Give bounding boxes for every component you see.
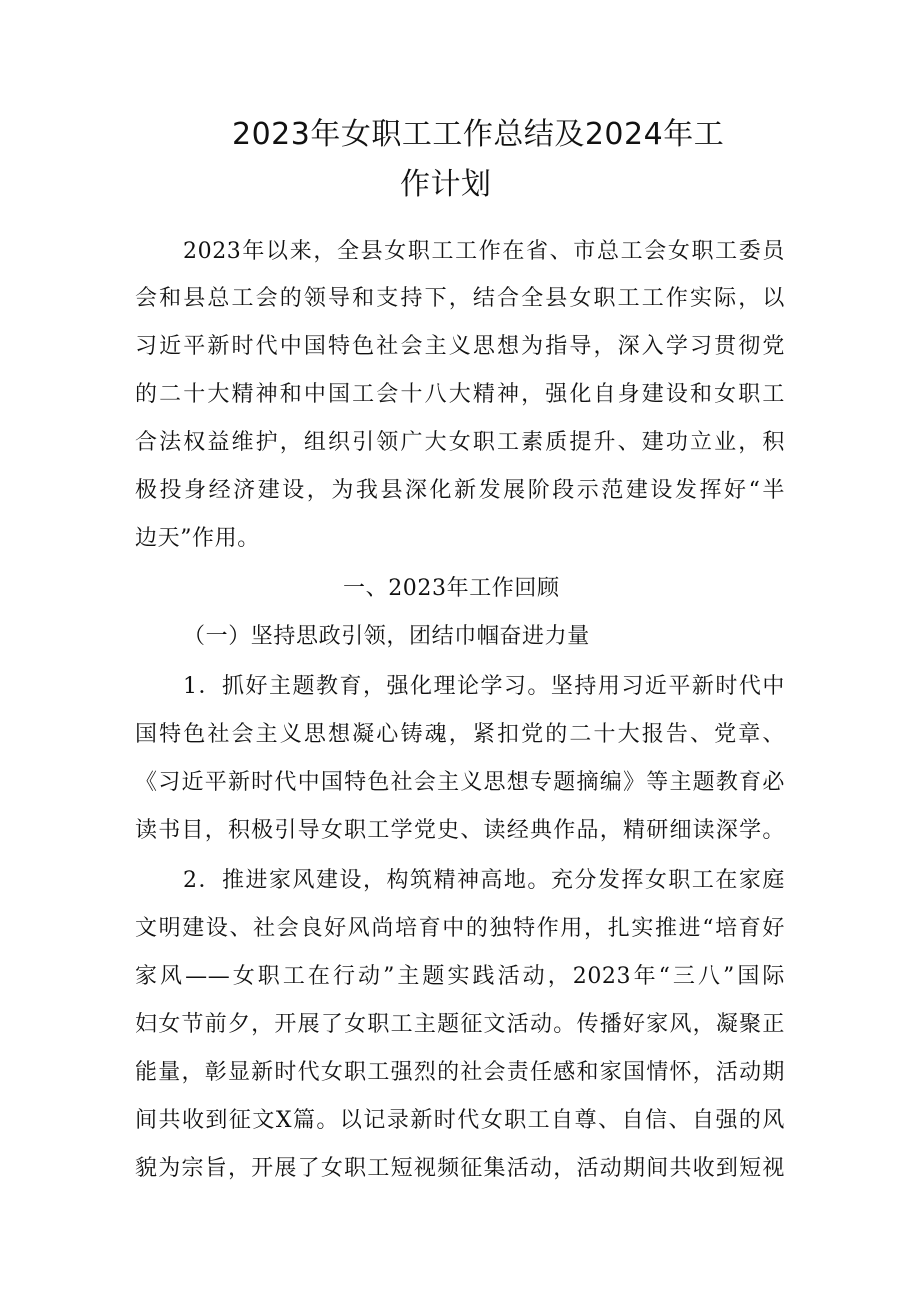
- item2-paragraph-line: 能量，彰显新时代女职工强烈的社会责任感和家国情怀，活动期: [135, 1060, 785, 1085]
- item2-paragraph-line: 间共收到征文X篇。以记录新时代女职工自尊、自信、自强的风: [135, 1108, 785, 1133]
- item2-paragraph-line: 文明建设、社会良好风尚培育中的独特作用，扎实推进“培育好: [135, 916, 785, 941]
- document-title-line-1: 2023年女职工工作总结及2024年工: [232, 117, 725, 152]
- intro-paragraph-line: 习近平新时代中国特色社会主义思想为指导，深入学习贯彻党: [135, 334, 785, 359]
- intro-paragraph-line: 的二十大精神和中国工会十八大精神，强化自身建设和女职工: [135, 382, 785, 407]
- item2-paragraph-line: 家风——女职工在行动”主题实践活动，2023年“三八”国际: [135, 964, 785, 989]
- item1-paragraph-line: 读书目，积极引导女职工学党史、读经典作品，精研细读深学。: [135, 818, 785, 843]
- section-heading: 一、2023年工作回顾: [343, 576, 560, 601]
- intro-paragraph-line: 2023年以来，全县女职工工作在省、市总工会女职工委员: [183, 239, 785, 264]
- item2-paragraph-line: 妇女节前夕，开展了女职工主题征文活动。传播好家风，凝聚正: [135, 1012, 785, 1037]
- intro-paragraph-line: 边天”作用。: [135, 526, 260, 551]
- intro-paragraph-line: 极投身经济建设，为我县深化新发展阶段示范建设发挥好“半: [135, 478, 785, 503]
- document-title-line-2: 作计划: [400, 167, 492, 202]
- item2-paragraph-line: 貌为宗旨，开展了女职工短视频征集活动，活动期间共收到短视: [135, 1156, 785, 1181]
- subsection-heading: （一）坚持思政引领，团结巾帼奋进力量: [183, 624, 590, 649]
- intro-paragraph-line: 合法权益维护，组织引领广大女职工素质提升、建功立业，积: [135, 430, 785, 455]
- item1-paragraph-line: 1．抓好主题教育，强化理论学习。坚持用习近平新时代中: [183, 674, 785, 699]
- item1-paragraph-line: 《习近平新时代中国特色社会主义思想专题摘编》等主题教育必: [135, 770, 785, 795]
- item1-paragraph-line: 国特色社会主义思想凝心铸魂，紧扣党的二十大报告、党章、: [135, 722, 785, 747]
- item2-paragraph-line: 2．推进家风建设，构筑精神高地。充分发挥女职工在家庭: [183, 868, 785, 893]
- intro-paragraph-line: 会和县总工会的领导和支持下，结合全县女职工工作实际，以: [135, 286, 785, 311]
